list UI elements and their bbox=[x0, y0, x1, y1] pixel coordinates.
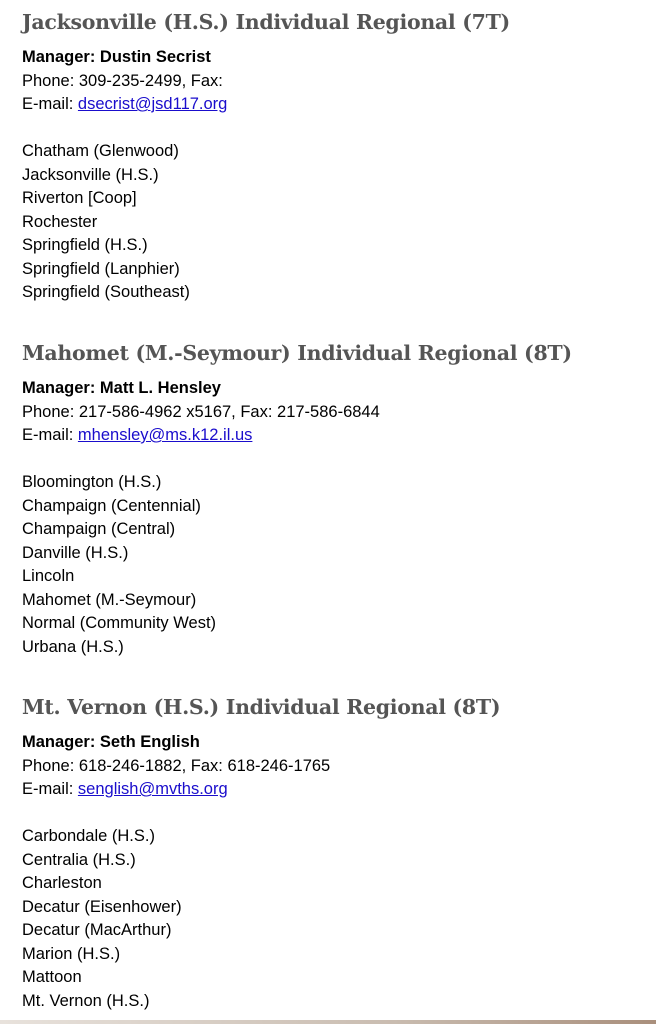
team-item: Charleston bbox=[22, 874, 102, 892]
section-title: Mt. Vernon (H.S.) Individual Regional (8T) bbox=[22, 695, 501, 719]
regional-section-mt-vernon bbox=[22, 694, 652, 1013]
phone-line: Phone: 217-586-4962 x5167, Fax: 217-586-6844 bbox=[22, 402, 380, 421]
team-list bbox=[22, 140, 652, 305]
team-list bbox=[22, 825, 652, 1013]
team-item: Lincoln bbox=[22, 567, 75, 585]
email-link[interactable]: senglish@mvths.org bbox=[77, 780, 228, 798]
email-link[interactable]: dsecrist@jsd117.org bbox=[77, 95, 228, 113]
email-line bbox=[22, 93, 652, 117]
team-item: Springfield (H.S.) bbox=[22, 236, 148, 254]
team-item: Carbondale (H.S.) bbox=[22, 827, 155, 845]
regional-section-jacksonville bbox=[22, 9, 652, 305]
manager-info bbox=[22, 377, 652, 448]
team-item: Decatur (Eisenhower) bbox=[22, 897, 182, 916]
team-item: Champaign (Central) bbox=[22, 520, 176, 538]
phone-line: Phone: 309-235-2499, Fax: bbox=[22, 71, 223, 90]
phone-line: Phone: 618-246-1882, Fax: 618-246-1765 bbox=[22, 756, 331, 775]
team-item: Mahomet (M.-Seymour) bbox=[22, 590, 197, 609]
regional-section-mahomet bbox=[22, 340, 652, 659]
team-item: Urbana (H.S.) bbox=[22, 637, 124, 656]
team-item: Springfield (Southeast) bbox=[22, 283, 190, 301]
email-line bbox=[22, 424, 652, 448]
manager-name: Manager: Seth English bbox=[22, 733, 200, 751]
manager-info bbox=[22, 46, 652, 117]
manager-info bbox=[22, 731, 652, 802]
email-label: E-mail: bbox=[22, 426, 78, 444]
team-item: Mt. Vernon (H.S.) bbox=[22, 991, 150, 1010]
team-item: Centralia (H.S.) bbox=[22, 850, 136, 869]
team-item: Decatur (MacArthur) bbox=[22, 921, 172, 939]
team-item: Marion (H.S.) bbox=[22, 944, 121, 963]
email-label: E-mail: bbox=[22, 780, 78, 798]
team-list bbox=[22, 471, 652, 659]
team-item: Rochester bbox=[22, 212, 98, 231]
team-item: Mattoon bbox=[22, 968, 82, 986]
bottom-border bbox=[0, 1020, 656, 1024]
team-item: Chatham (Glenwood) bbox=[22, 142, 179, 160]
team-item: Bloomington (H.S.) bbox=[22, 473, 162, 491]
email-line bbox=[22, 778, 652, 802]
section-title: Mahomet (M.-Seymour) Individual Regional (8T) bbox=[22, 341, 572, 365]
manager-name: Manager: Matt L. Hensley bbox=[22, 379, 221, 397]
team-item: Jacksonville (H.S.) bbox=[22, 165, 159, 184]
section-title: Jacksonville (H.S.) Individual Regional (7T) bbox=[22, 10, 510, 34]
team-item: Normal (Community West) bbox=[22, 614, 217, 632]
team-item: Champaign (Centennial) bbox=[22, 496, 201, 515]
team-item: Springfield (Lanphier) bbox=[22, 259, 180, 278]
manager-name: Manager: Dustin Secrist bbox=[22, 48, 211, 66]
team-item: Riverton [Coop] bbox=[22, 189, 137, 207]
email-link[interactable]: mhensley@ms.k12.il.us bbox=[77, 426, 253, 444]
team-item: Danville (H.S.) bbox=[22, 543, 129, 562]
email-label: E-mail: bbox=[22, 95, 78, 113]
